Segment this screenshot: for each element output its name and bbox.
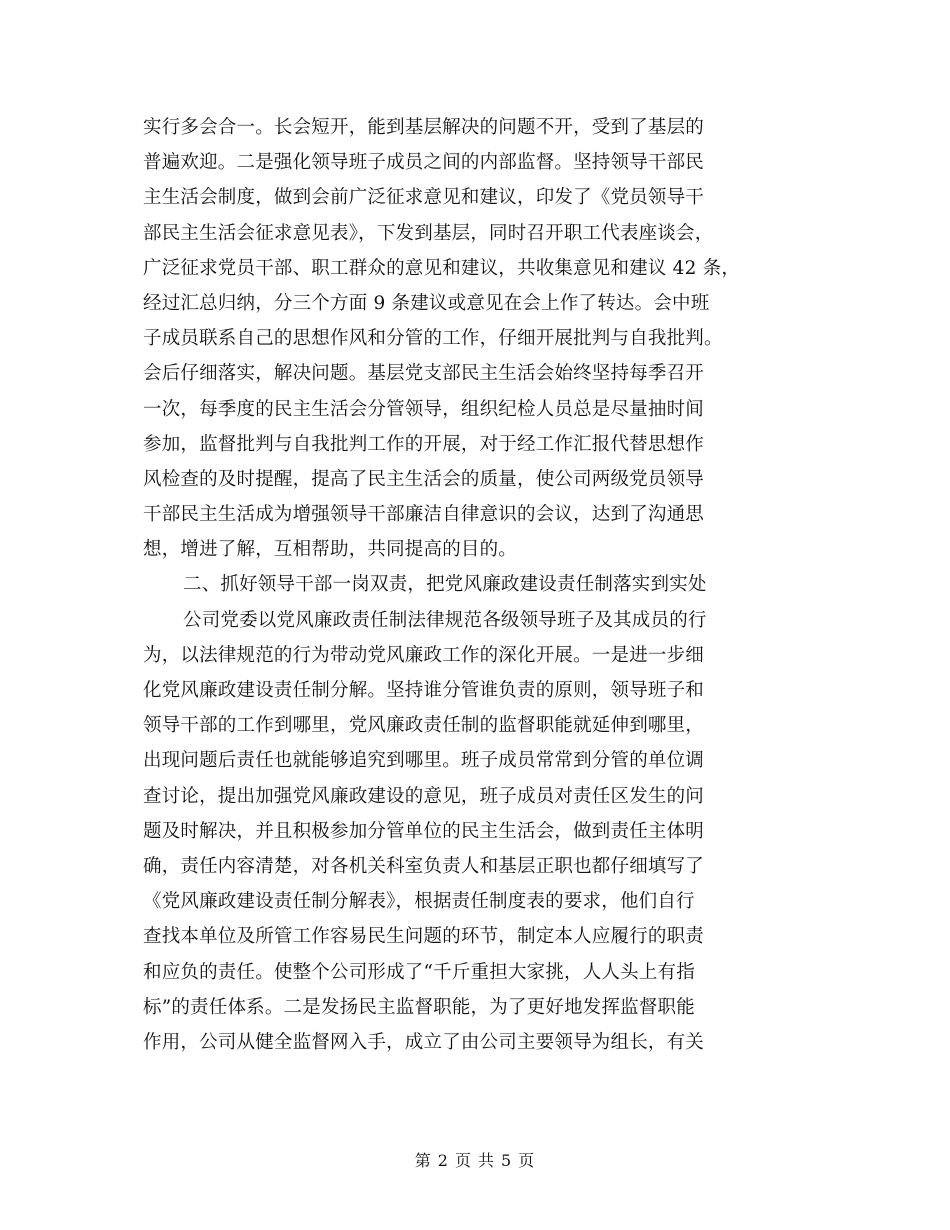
page-footer	[0, 1148, 950, 1171]
text-line: 风检查的及时提醒，提高了民主生活会的质量，使公司两级党员领导	[143, 468, 705, 490]
section-heading: 二、抓好领导干部一岗双责，把党风廉政建设责任制落实到实处	[183, 574, 707, 596]
text-line: 干部民主生活成为增强领导干部廉洁自律意识的会议，达到了沟通思	[143, 504, 705, 526]
text-line: 会后仔细落实，解决问题。基层党支部民主生活会始终坚持每季召开	[143, 363, 705, 385]
text-line: 《党风廉政建设责任制分解表》，根据责任制度表的要求，他们自行	[143, 891, 695, 913]
text-line: 主生活会制度，做到会前广泛征求意见和建议，印发了《党员领导干	[143, 187, 705, 209]
text-line: 经过汇总归纳，分三个方面 9 条建议或意见在会上作了转达。会中班	[143, 292, 710, 314]
text-line: 题及时解决，并且积极参加分管单位的民主生活会，做到责任主体明	[143, 820, 705, 842]
text-line: 实行多会合一。长会短开，能到基层解决的问题不开，受到了基层的	[143, 117, 705, 138]
text-line: 出现问题后责任也就能够追究到哪里。班子成员常常到分管的单位调	[143, 750, 705, 772]
text-line: 确，责任内容清楚，对各机关科室负责人和基层正职也都仔细填写了	[143, 855, 705, 877]
text-line: 公司党委以党风廉政责任制法律规范各级领导班子及其成员的行	[183, 609, 707, 631]
total-pages-number: 5	[501, 1151, 513, 1170]
text-line: 标”的责任体系。二是发扬民主监督职能，为了更好地发挥监督职能	[143, 996, 695, 1018]
text-line: 一次，每季度的民主生活会分管领导，组织纪检人员总是尽量抽时间	[143, 398, 705, 420]
text-line: 广泛征求党员干部、职工群众的意见和建议，共收集意见和建议 42 条，	[143, 257, 741, 279]
text-line: 领导干部的工作到哪里，党风廉政责任制的监督职能就延伸到哪里，	[143, 715, 705, 737]
text-line: 部民主生活会征求意见表》，下发到基层，同时召开职工代表座谈会，	[143, 222, 714, 244]
text-line: 想，增进了解，互相帮助，共同提高的目的。	[143, 539, 518, 561]
text-line: 查找本单位及所管工作容易民生问题的环节，制定本人应履行的职责	[143, 926, 705, 948]
text-line: 普遍欢迎。二是强化领导班子成员之间的内部监督。坚持领导干部民	[143, 152, 705, 174]
footer-label-total: 共	[478, 1151, 496, 1170]
text-line: 查讨论，提出加强党风廉政建设的意见，班子成员对责任区发生的问	[143, 785, 705, 807]
text-line: 子成员联系自己的思想作风和分管的工作，仔细开展批判与自我批判。	[143, 328, 723, 350]
footer-label-page: 第	[414, 1151, 432, 1170]
text-line: 为，以法律规范的行为带动党风廉政工作的深化开展。一是进一步细	[143, 644, 705, 666]
text-line: 参加，监督批判与自我批判工作的开展，对于经工作汇报代替思想作	[143, 433, 705, 455]
text-line: 作用，公司从健全监督网入手，成立了由公司主要领导为组长，有关	[143, 1031, 705, 1053]
footer-label-unit: 页	[454, 1151, 472, 1170]
text-line: 和应负的责任。使整个公司形成了“千斤重担大家挑，人人头上有指	[143, 961, 695, 983]
text-line: 化党风廉政建设责任制分解。坚持谁分管谁负责的原则，领导班子和	[143, 680, 705, 701]
current-page-number: 2	[437, 1151, 449, 1170]
footer-label-unit-2: 页	[518, 1151, 536, 1170]
body-text	[143, 110, 803, 1060]
